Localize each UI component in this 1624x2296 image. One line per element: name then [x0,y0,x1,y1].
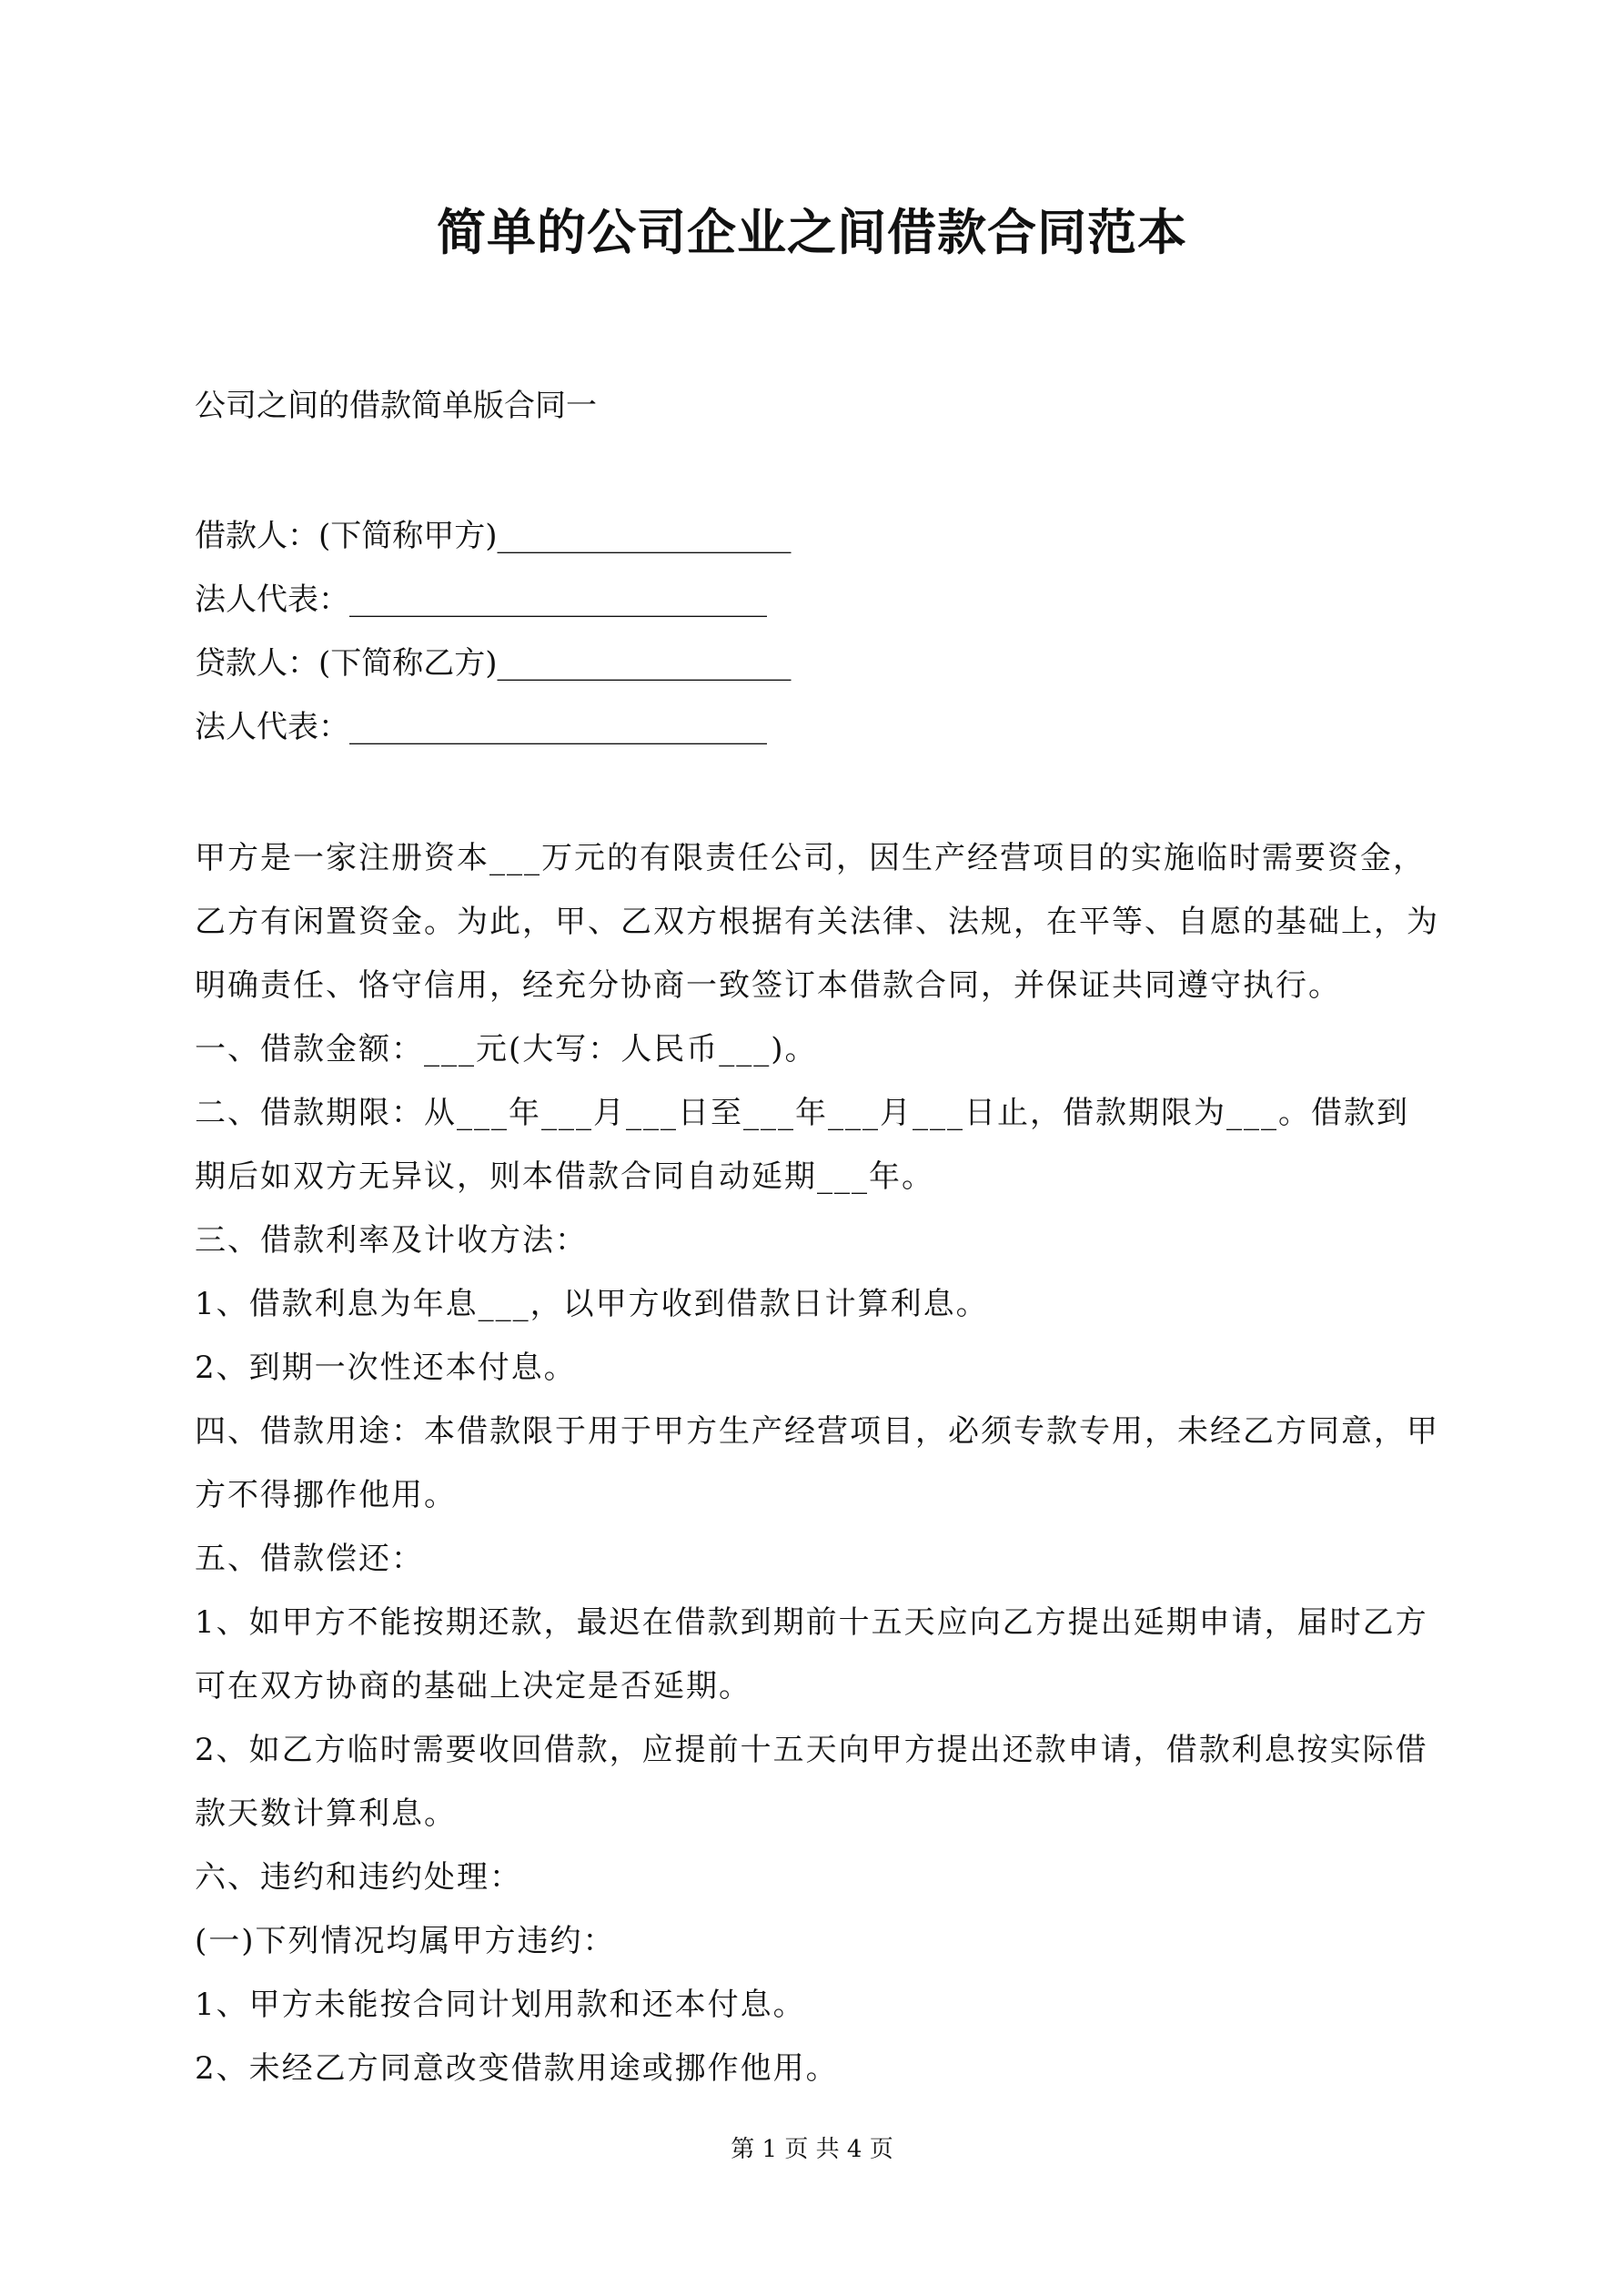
paragraph-intro: 甲方是一家注册资本___万元的有限责任公司，因生产经营项目的实施临时需要资金，乙方有闲置资金。为此，甲、乙双方根据有关法律、法规，在平等、自愿的基础上，为明确责任、恪守信用，经充分协商一致签订本借款合同，并保证共同遵守执行。 [195,840,1439,1004]
document-subtitle: 公司之间的借款简单版合同一 [195,388,597,424]
document-title: 简单的公司企业之间借款合同范本 [437,204,1187,261]
party-borrower-representative: 法人代表：___________________________ [195,582,767,618]
clause-loan-amount: 一、借款金额：___元(大写：人民币___)。 [195,1031,818,1067]
contract-body [195,826,1441,2100]
clause-loan-term: 二、借款期限：从___年___月___日至___年___月___日止，借款期限为___。借款到期后如双方无异议，则本借款合同自动延期___年。 [195,1095,1409,1195]
clause-interest-item-2: 2、到期一次性还本付息。 [195,1350,577,1386]
clause-repayment-item-1: 1、如甲方不能按期还款，最迟在借款到期前十五天应向乙方提出延期申请，届时乙方可在双方协商的基础上决定是否延期。 [195,1604,1428,1704]
clause-loan-purpose: 四、借款用途：本借款限于用于甲方生产经营项目，必须专款专用，未经乙方同意，甲方不得挪作他用。 [195,1413,1439,1513]
clause-repayment-heading: 五、借款偿还： [195,1541,424,1577]
clause-interest-heading: 三、借款利率及计收方法： [195,1222,588,1259]
clause-repayment-item-2: 2、如乙方临时需要收回借款，应提前十五天向甲方提出还款申请，借款利息按实际借款天数计算利息。 [195,1732,1428,1832]
party-lender-representative: 法人代表：___________________________ [195,709,767,745]
clause-breach-heading: 六、违约和违约处理： [195,1859,522,1896]
clause-interest-item-1: 1、借款利息为年息___，以甲方收到借款日计算利息。 [195,1286,989,1322]
party-borrower: 借款人：(下简称甲方)___________________ [195,518,792,554]
party-lender: 贷款人：(下简称乙方)___________________ [195,645,792,682]
clause-breach-item-2: 2、未经乙方同意改变借款用途或挪作他用。 [195,2050,839,2087]
clause-breach-subheading: (一)下列情况均属甲方违约： [195,1923,616,1959]
clause-breach-item-1: 1、甲方未能按合同计划用款和还本付息。 [195,1987,806,2023]
page-number-footer: 第 1 页 共 4 页 [731,2136,893,2163]
